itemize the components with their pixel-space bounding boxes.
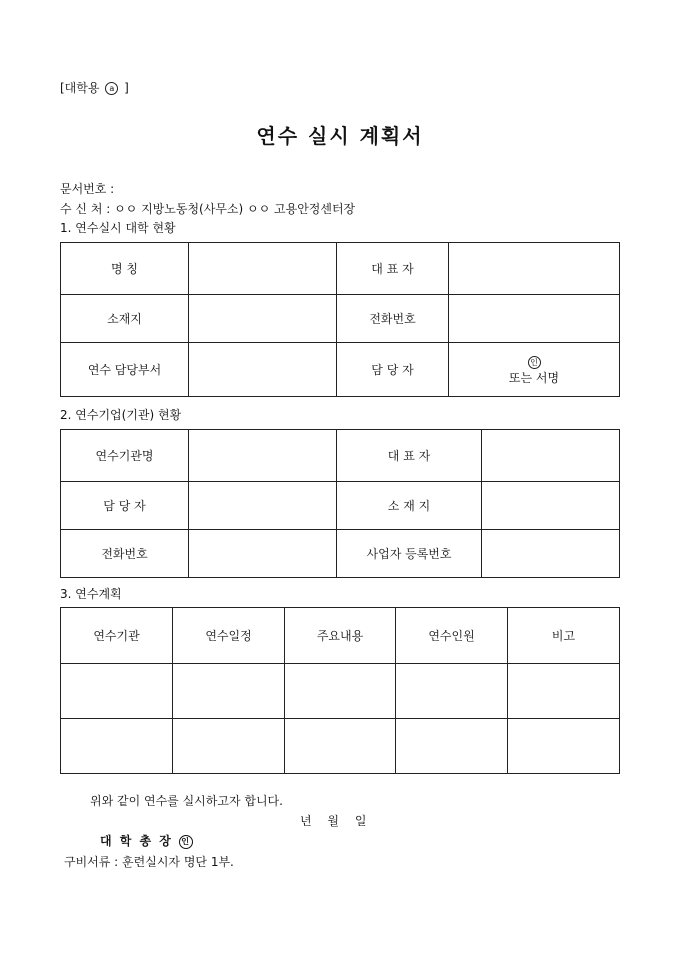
training-plan-table	[60, 607, 620, 774]
recipient-line	[60, 200, 355, 217]
recipient-label: 수 신 처 :	[60, 202, 111, 216]
cell-label: 대 표 자	[337, 430, 482, 482]
seal-mark: 인	[528, 356, 541, 369]
input-cell[interactable]	[449, 295, 620, 343]
input-cell[interactable]	[189, 243, 337, 295]
input-cell[interactable]	[189, 430, 337, 482]
input-cell[interactable]	[61, 664, 173, 719]
cell-label: 전화번호	[61, 530, 189, 578]
column-header: 주요내용	[285, 608, 396, 664]
table-row	[61, 719, 620, 774]
table-row	[61, 482, 620, 530]
or-signature-text: 또는 서명	[508, 370, 560, 385]
input-cell[interactable]	[189, 530, 337, 578]
column-header: 연수일정	[173, 608, 285, 664]
attachments-line: 구비서류 : 훈련실시자 명단 1부.	[64, 855, 234, 869]
input-cell[interactable]	[189, 482, 337, 530]
cell-label: 사업자 등록번호	[337, 530, 482, 578]
cell-label: 대 표 자	[337, 243, 449, 295]
recipient-value: ㅇㅇ 지방노동청(사무소) ㅇㅇ 고용안정센터장	[114, 202, 356, 216]
cell-label: 담 당 자	[61, 482, 189, 530]
table-row	[61, 243, 620, 295]
cell-label: 연수 담당부서	[61, 343, 189, 397]
input-cell[interactable]	[482, 430, 620, 482]
input-cell[interactable]	[396, 719, 508, 774]
closing-statement: 위와 같이 연수를 실시하고자 합니다.	[90, 794, 283, 808]
university-status-table	[60, 242, 620, 397]
form-tag	[60, 79, 129, 96]
input-cell[interactable]	[285, 719, 396, 774]
cell-label: 전화번호	[337, 295, 449, 343]
company-status-table	[60, 429, 620, 578]
input-cell[interactable]	[189, 343, 337, 397]
cell-label: 연수기관명	[61, 430, 189, 482]
input-cell[interactable]	[61, 719, 173, 774]
table-row	[61, 530, 620, 578]
column-header: 비고	[508, 608, 620, 664]
input-cell[interactable]	[508, 664, 620, 719]
input-cell[interactable]	[173, 719, 285, 774]
form-tag-mark: a	[105, 82, 118, 95]
input-cell[interactable]	[189, 295, 337, 343]
table-row	[61, 295, 620, 343]
cell-label: 명 칭	[61, 243, 189, 295]
table-row	[61, 343, 620, 397]
president-title: 대 학 총 장	[100, 834, 173, 848]
president-signature	[100, 832, 193, 849]
document-title: 연수 실시 계획서	[256, 124, 424, 148]
table-row	[61, 430, 620, 482]
form-tag-suffix: ]	[124, 81, 129, 95]
section3-heading: 3. 연수계획	[60, 587, 122, 601]
input-cell[interactable]	[396, 664, 508, 719]
signature-cell[interactable]	[449, 343, 620, 397]
section2-heading: 2. 연수기업(기관) 현황	[60, 408, 182, 422]
document-number-label: 문서번호 :	[60, 182, 115, 196]
column-header: 연수기관	[61, 608, 173, 664]
input-cell[interactable]	[285, 664, 396, 719]
form-tag-prefix: [대학용	[60, 81, 100, 95]
section1-heading: 1. 연수실시 대학 현황	[60, 221, 176, 235]
president-seal: 인	[179, 835, 193, 849]
cell-label: 소재지	[61, 295, 189, 343]
input-cell[interactable]	[173, 664, 285, 719]
input-cell[interactable]	[482, 530, 620, 578]
table-header-row	[61, 608, 620, 664]
cell-label: 담 당 자	[337, 343, 449, 397]
cell-label: 소 재 지	[337, 482, 482, 530]
input-cell[interactable]	[508, 719, 620, 774]
table-row	[61, 664, 620, 719]
input-cell[interactable]	[449, 243, 620, 295]
input-cell[interactable]	[482, 482, 620, 530]
column-header: 연수인원	[396, 608, 508, 664]
date-line: 년 월 일	[300, 814, 367, 828]
